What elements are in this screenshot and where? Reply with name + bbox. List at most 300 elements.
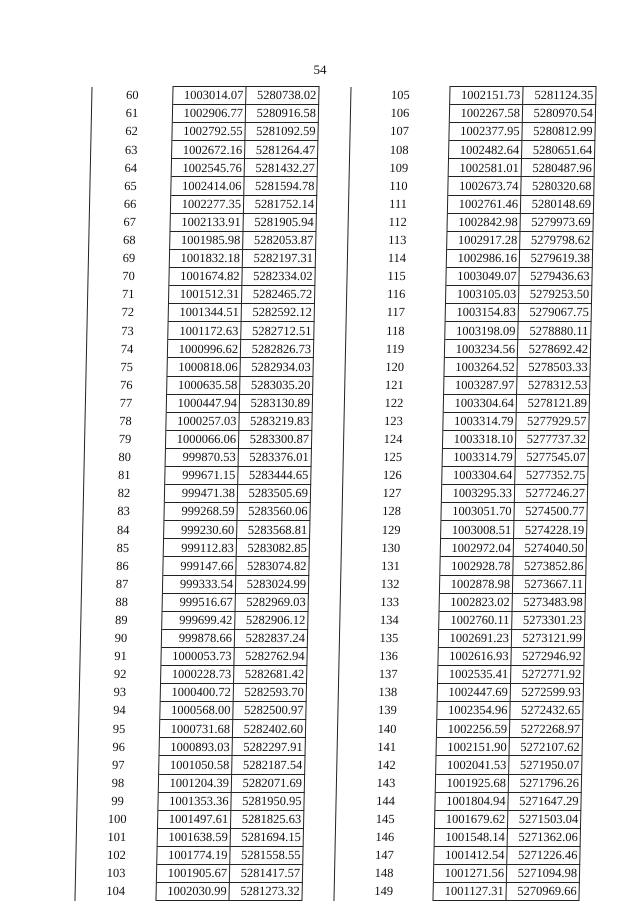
point-number-cell: 135	[339, 629, 438, 647]
point-number-cell: 144	[336, 792, 435, 810]
point-number-cell: 110	[349, 177, 448, 195]
point-number-cell: 84	[83, 521, 164, 539]
point-number-cell: 149	[334, 883, 433, 901]
y-coordinate-cell: 5283560.06	[237, 503, 310, 521]
x-coordinate-cell: 1002761.46	[447, 195, 520, 213]
x-coordinate-cell: 1001172.63	[168, 322, 241, 340]
point-number-cell: 108	[350, 141, 449, 159]
x-coordinate-cell: 1002151.73	[450, 87, 523, 105]
point-number-cell: 116	[346, 286, 445, 304]
x-coordinate-cell: 1002535.41	[438, 666, 511, 684]
point-number-cell: 80	[84, 448, 165, 466]
table-row	[90, 159, 317, 177]
point-number-cell: 105	[351, 87, 450, 105]
table-row	[345, 376, 590, 394]
point-number-cell: 122	[344, 394, 443, 412]
point-number-cell: 68	[89, 231, 170, 249]
point-number-cell: 72	[87, 304, 168, 322]
x-coordinate-cell: 1003105.03	[445, 286, 518, 304]
point-number-cell: 106	[350, 105, 449, 123]
y-coordinate-cell: 5279619.38	[519, 249, 592, 267]
point-number-cell: 148	[334, 865, 433, 883]
page-number: 54	[313, 62, 327, 77]
table-row	[81, 593, 308, 611]
y-coordinate-cell: 5282187.54	[232, 756, 305, 774]
table-row	[88, 249, 315, 267]
table-row	[83, 521, 310, 539]
x-coordinate-cell: 1002447.69	[437, 684, 510, 702]
point-number-cell: 103	[75, 865, 156, 883]
x-coordinate-cell: 1002928.78	[440, 557, 513, 575]
y-coordinate-cell: 5272268.97	[509, 720, 582, 738]
y-coordinate-cell: 5271950.07	[509, 756, 582, 774]
table-row	[350, 123, 595, 141]
point-number-cell: 145	[335, 810, 434, 828]
table-row	[87, 322, 314, 340]
table-row	[86, 376, 313, 394]
point-number-cell: 141	[337, 738, 436, 756]
point-number-cell: 61	[91, 105, 172, 123]
point-number-cell: 62	[91, 123, 172, 141]
x-coordinate-cell: 1000228.73	[161, 666, 234, 684]
point-number-cell: 109	[349, 159, 448, 177]
x-coordinate-cell: 1003304.64	[443, 394, 516, 412]
point-number-cell: 70	[88, 267, 169, 285]
point-number-cell: 91	[80, 647, 161, 665]
x-coordinate-cell: 1002030.99	[156, 883, 229, 901]
point-number-cell: 134	[340, 611, 439, 629]
x-coordinate-cell: 1000731.68	[159, 720, 232, 738]
table-row	[87, 286, 314, 304]
x-coordinate-cell: 999112.83	[163, 539, 236, 557]
table-row	[334, 883, 579, 901]
y-coordinate-cell: 5279798.62	[520, 231, 593, 249]
y-coordinate-cell: 5283130.89	[239, 394, 312, 412]
table-row	[88, 267, 315, 285]
y-coordinate-cell: 5279253.50	[518, 286, 591, 304]
y-coordinate-cell: 5283444.65	[238, 466, 311, 484]
x-coordinate-cell: 1000893.03	[159, 738, 232, 756]
point-number-cell: 132	[340, 575, 439, 593]
table-row	[84, 430, 311, 448]
x-coordinate-cell: 1003154.83	[445, 304, 518, 322]
y-coordinate-cell: 5272771.92	[511, 666, 584, 684]
y-coordinate-cell: 5272432.65	[510, 702, 583, 720]
right-table-body	[334, 87, 596, 901]
y-coordinate-cell: 5277737.32	[515, 430, 588, 448]
table-row	[75, 883, 302, 901]
x-coordinate-cell: 1001497.61	[157, 810, 230, 828]
point-number-cell: 82	[83, 485, 164, 503]
y-coordinate-cell: 5282593.70	[233, 684, 306, 702]
table-row	[342, 503, 587, 521]
x-coordinate-cell: 1002267.58	[449, 105, 522, 123]
point-number-cell: 124	[343, 430, 442, 448]
point-number-cell: 83	[83, 503, 164, 521]
y-coordinate-cell: 5282197.31	[242, 249, 315, 267]
point-number-cell: 98	[77, 774, 158, 792]
y-coordinate-cell: 5282681.42	[234, 666, 307, 684]
y-coordinate-cell: 5282762.94	[234, 647, 307, 665]
point-number-cell: 125	[343, 448, 442, 466]
point-number-cell: 63	[91, 141, 172, 159]
y-coordinate-cell: 5281558.55	[230, 846, 303, 864]
y-coordinate-cell: 5274040.50	[513, 539, 586, 557]
point-number-cell: 137	[339, 666, 438, 684]
point-number-cell: 71	[87, 286, 168, 304]
y-coordinate-cell: 5272946.92	[511, 647, 584, 665]
table-row	[344, 412, 589, 430]
point-number-cell: 147	[335, 846, 434, 864]
x-coordinate-cell: 1003295.33	[441, 485, 514, 503]
table-row	[86, 340, 313, 358]
point-number-cell: 138	[338, 684, 437, 702]
table-row	[336, 774, 581, 792]
x-coordinate-cell: 1001638.59	[157, 828, 230, 846]
point-number-cell: 127	[342, 485, 441, 503]
table-row	[346, 304, 591, 322]
point-number-cell: 90	[80, 629, 161, 647]
y-coordinate-cell: 5271226.46	[507, 846, 580, 864]
y-coordinate-cell: 5281825.63	[230, 810, 303, 828]
x-coordinate-cell: 999230.60	[164, 521, 237, 539]
point-number-cell: 107	[350, 123, 449, 141]
point-number-cell: 87	[81, 575, 162, 593]
point-number-cell: 139	[338, 702, 437, 720]
x-coordinate-cell: 1000066.06	[165, 430, 238, 448]
y-coordinate-cell: 5273301.23	[512, 611, 585, 629]
table-row	[339, 666, 584, 684]
table-row	[335, 828, 580, 846]
table-row	[341, 557, 586, 575]
x-coordinate-cell: 1001512.31	[168, 286, 241, 304]
x-coordinate-cell: 1003304.64	[442, 466, 515, 484]
point-number-cell: 130	[341, 539, 440, 557]
x-coordinate-cell: 1003198.09	[445, 322, 518, 340]
x-coordinate-cell: 1002906.77	[172, 105, 245, 123]
y-coordinate-cell: 5280651.64	[522, 141, 595, 159]
x-coordinate-cell: 999333.54	[162, 575, 235, 593]
y-coordinate-cell: 5279436.63	[519, 267, 592, 285]
table-row	[82, 557, 309, 575]
y-coordinate-cell: 5283505.69	[237, 485, 310, 503]
table-row	[340, 575, 585, 593]
y-coordinate-cell: 5282500.97	[233, 702, 306, 720]
table-row	[76, 846, 303, 864]
table-row	[81, 611, 308, 629]
table-row	[335, 846, 580, 864]
point-number-cell: 121	[345, 376, 444, 394]
table-row	[348, 213, 593, 231]
y-coordinate-cell: 5283035.20	[240, 376, 313, 394]
y-coordinate-cell: 5279973.69	[520, 213, 593, 231]
point-number-cell: 120	[345, 358, 444, 376]
y-coordinate-cell: 5278880.11	[518, 322, 591, 340]
x-coordinate-cell: 1002277.35	[170, 195, 243, 213]
point-number-cell: 102	[76, 846, 157, 864]
x-coordinate-cell: 1000257.03	[166, 412, 239, 430]
y-coordinate-cell: 5280320.68	[521, 177, 594, 195]
x-coordinate-cell: 1003234.56	[444, 340, 517, 358]
x-coordinate-cell: 1000568.00	[160, 702, 233, 720]
x-coordinate-cell: 1001548.14	[434, 828, 507, 846]
x-coordinate-cell: 1003051.70	[441, 503, 514, 521]
point-number-cell: 115	[347, 267, 446, 285]
point-number-cell: 78	[85, 412, 166, 430]
table-row	[77, 774, 304, 792]
table-row	[81, 575, 308, 593]
point-number-cell: 114	[347, 249, 446, 267]
y-coordinate-cell: 5281417.57	[229, 865, 302, 883]
y-coordinate-cell: 5282712.51	[241, 322, 314, 340]
table-row	[348, 231, 593, 249]
table-row	[342, 521, 587, 539]
table-row	[78, 738, 305, 756]
y-coordinate-cell: 5283376.01	[238, 448, 311, 466]
y-coordinate-cell: 5271647.29	[508, 792, 581, 810]
x-coordinate-cell: 1002672.16	[172, 141, 245, 159]
point-number-cell: 126	[343, 466, 442, 484]
y-coordinate-cell: 5273483.98	[512, 593, 585, 611]
point-number-cell: 65	[90, 177, 171, 195]
y-coordinate-cell: 5279067.75	[518, 304, 591, 322]
y-coordinate-cell: 5283074.82	[236, 557, 309, 575]
point-number-cell: 101	[76, 828, 157, 846]
y-coordinate-cell: 5280148.69	[520, 195, 593, 213]
y-coordinate-cell: 5273121.99	[511, 629, 584, 647]
x-coordinate-cell: 1003314.79	[443, 412, 516, 430]
point-number-cell: 64	[90, 159, 171, 177]
x-coordinate-cell: 999268.59	[164, 503, 237, 521]
point-number-cell: 129	[342, 521, 441, 539]
y-coordinate-cell: 5282934.03	[240, 358, 313, 376]
x-coordinate-cell: 1001412.54	[434, 846, 507, 864]
table-row	[80, 647, 307, 665]
table-row	[351, 87, 596, 105]
point-number-cell: 81	[84, 466, 165, 484]
table-row	[83, 503, 310, 521]
x-coordinate-cell: 1001344.51	[168, 304, 241, 322]
y-coordinate-cell: 5281264.47	[245, 141, 318, 159]
x-coordinate-cell: 1002673.74	[448, 177, 521, 195]
x-coordinate-cell: 1002414.06	[171, 177, 244, 195]
y-coordinate-cell: 5278312.53	[517, 376, 590, 394]
x-coordinate-cell: 1003008.51	[441, 521, 514, 539]
table-row	[347, 267, 592, 285]
x-coordinate-cell: 1002256.59	[436, 720, 509, 738]
table-row	[80, 629, 307, 647]
x-coordinate-cell: 1001925.68	[435, 774, 508, 792]
table-row	[85, 394, 312, 412]
x-coordinate-cell: 1001804.94	[435, 792, 508, 810]
point-number-cell: 94	[79, 702, 160, 720]
x-coordinate-cell: 1001679.62	[434, 810, 507, 828]
y-coordinate-cell: 5283082.85	[236, 539, 309, 557]
table-row	[92, 87, 319, 105]
table-row	[91, 105, 318, 123]
y-coordinate-cell: 5281124.35	[523, 87, 596, 105]
y-coordinate-cell: 5283568.81	[237, 521, 310, 539]
x-coordinate-cell: 1001271.56	[433, 865, 506, 883]
y-coordinate-cell: 5281905.94	[243, 213, 316, 231]
y-coordinate-cell: 5278121.89	[516, 394, 589, 412]
y-coordinate-cell: 5273852.86	[513, 557, 586, 575]
point-number-cell: 128	[342, 503, 441, 521]
point-number-cell: 67	[89, 213, 170, 231]
table-row	[89, 195, 316, 213]
table-row	[343, 430, 588, 448]
table-row	[79, 702, 306, 720]
point-number-cell: 133	[340, 593, 439, 611]
y-coordinate-cell: 5280916.58	[245, 105, 318, 123]
x-coordinate-cell: 1002760.11	[439, 611, 512, 629]
table-row	[91, 123, 318, 141]
y-coordinate-cell: 5272599.93	[510, 684, 583, 702]
x-coordinate-cell: 1001353.36	[158, 792, 231, 810]
x-coordinate-cell: 1002842.98	[447, 213, 520, 231]
x-coordinate-cell: 1002581.01	[448, 159, 521, 177]
x-coordinate-cell: 1003318.10	[442, 430, 515, 448]
point-number-cell: 100	[76, 810, 157, 828]
x-coordinate-cell: 1002792.55	[172, 123, 245, 141]
x-coordinate-cell: 1000996.62	[167, 340, 240, 358]
point-number-cell: 96	[78, 738, 159, 756]
x-coordinate-cell: 1000400.72	[160, 684, 233, 702]
point-number-cell: 119	[345, 340, 444, 358]
y-coordinate-cell: 5281694.15	[230, 828, 303, 846]
x-coordinate-cell: 1000818.06	[167, 358, 240, 376]
point-number-cell: 112	[348, 213, 447, 231]
y-coordinate-cell: 5282053.87	[243, 231, 316, 249]
point-number-cell: 99	[77, 792, 158, 810]
point-number-cell: 85	[82, 539, 163, 557]
x-coordinate-cell: 999147.66	[163, 557, 236, 575]
x-coordinate-cell: 1002823.02	[439, 593, 512, 611]
table-row	[344, 394, 589, 412]
y-coordinate-cell: 5280812.99	[522, 123, 595, 141]
x-coordinate-cell: 1001905.67	[156, 865, 229, 883]
table-row	[334, 865, 579, 883]
point-number-cell: 146	[335, 828, 434, 846]
point-number-cell: 92	[80, 666, 161, 684]
y-coordinate-cell: 5281273.32	[229, 883, 302, 901]
y-coordinate-cell: 5274500.77	[514, 503, 587, 521]
x-coordinate-cell: 1000053.73	[161, 647, 234, 665]
x-coordinate-cell: 1002616.93	[438, 647, 511, 665]
point-number-cell: 118	[346, 322, 445, 340]
y-coordinate-cell: 5282297.91	[232, 738, 305, 756]
y-coordinate-cell: 5277352.75	[515, 466, 588, 484]
y-coordinate-cell: 5280738.02	[246, 87, 319, 105]
x-coordinate-cell: 1002133.91	[170, 213, 243, 231]
table-row	[85, 412, 312, 430]
y-coordinate-cell: 5273667.11	[512, 575, 585, 593]
y-coordinate-cell: 5281950.95	[231, 792, 304, 810]
x-coordinate-cell: 1002482.64	[449, 141, 522, 159]
x-coordinate-cell: 999471.38	[164, 485, 237, 503]
table-row	[75, 865, 302, 883]
y-coordinate-cell: 5277929.57	[516, 412, 589, 430]
table-row	[76, 828, 303, 846]
table-row	[348, 195, 593, 213]
x-coordinate-cell: 1002691.23	[438, 629, 511, 647]
x-coordinate-cell: 1002986.16	[446, 249, 519, 267]
point-number-cell: 93	[79, 684, 160, 702]
table-row	[91, 141, 318, 159]
table-row	[79, 684, 306, 702]
coordinate-table-left	[74, 86, 319, 901]
table-row	[341, 539, 586, 557]
point-number-cell: 76	[86, 376, 167, 394]
table-row	[340, 593, 585, 611]
table-row	[89, 231, 316, 249]
x-coordinate-cell: 999516.67	[162, 593, 235, 611]
point-number-cell: 142	[337, 756, 436, 774]
table-row	[78, 756, 305, 774]
point-number-cell: 79	[84, 430, 165, 448]
x-coordinate-cell: 1003049.07	[446, 267, 519, 285]
y-coordinate-cell: 5281432.27	[244, 159, 317, 177]
x-coordinate-cell: 1002878.98	[439, 575, 512, 593]
y-coordinate-cell: 5278692.42	[517, 340, 590, 358]
point-number-cell: 75	[86, 358, 167, 376]
point-number-cell: 143	[336, 774, 435, 792]
point-number-cell: 69	[88, 249, 169, 267]
y-coordinate-cell: 5282837.24	[234, 629, 307, 647]
point-number-cell: 111	[348, 195, 447, 213]
point-number-cell: 86	[82, 557, 163, 575]
y-coordinate-cell: 5277545.07	[515, 448, 588, 466]
table-row	[90, 177, 317, 195]
x-coordinate-cell: 1001832.18	[169, 249, 242, 267]
point-number-cell: 73	[87, 322, 168, 340]
table-row	[337, 756, 582, 774]
table-row	[336, 792, 581, 810]
point-number-cell: 113	[348, 231, 447, 249]
point-number-cell: 140	[337, 720, 436, 738]
y-coordinate-cell: 5282465.72	[241, 286, 314, 304]
table-row	[346, 286, 591, 304]
y-coordinate-cell: 5283219.83	[239, 412, 312, 430]
point-number-cell: 104	[75, 883, 156, 901]
table-row	[337, 738, 582, 756]
y-coordinate-cell: 5282906.12	[235, 611, 308, 629]
x-coordinate-cell: 1000635.58	[167, 376, 240, 394]
table-row	[342, 485, 587, 503]
point-number-cell: 136	[339, 647, 438, 665]
table-row	[89, 213, 316, 231]
table-row	[338, 684, 583, 702]
point-number-cell: 77	[85, 394, 166, 412]
x-coordinate-cell: 1002917.28	[447, 231, 520, 249]
table-row	[338, 702, 583, 720]
y-coordinate-cell: 5282402.60	[232, 720, 305, 738]
x-coordinate-cell: 1003264.52	[444, 358, 517, 376]
point-number-cell: 66	[89, 195, 170, 213]
table-row	[84, 466, 311, 484]
y-coordinate-cell: 5272107.62	[509, 738, 582, 756]
y-coordinate-cell: 5281752.14	[243, 195, 316, 213]
y-coordinate-cell: 5274228.19	[514, 521, 587, 539]
x-coordinate-cell: 1001674.82	[169, 267, 242, 285]
x-coordinate-cell: 1002354.96	[437, 702, 510, 720]
y-coordinate-cell: 5283300.87	[238, 430, 311, 448]
x-coordinate-cell: 1003314.79	[442, 448, 515, 466]
table-row	[86, 358, 313, 376]
y-coordinate-cell: 5270969.66	[506, 883, 579, 901]
y-coordinate-cell: 5271094.98	[506, 865, 579, 883]
point-number-cell: 131	[341, 557, 440, 575]
